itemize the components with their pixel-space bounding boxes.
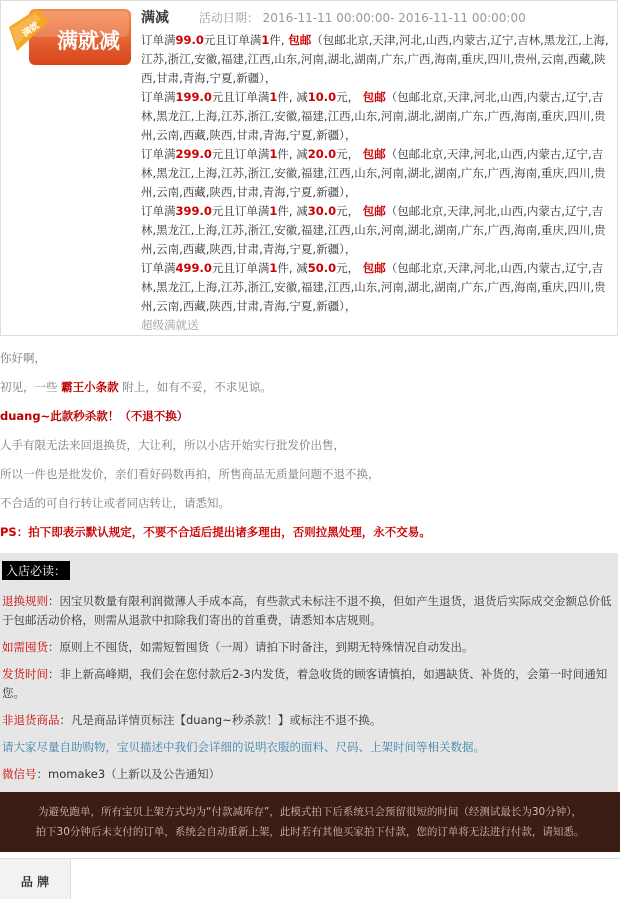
rule-count: 1 [269,261,278,275]
banner-line: 拍下30分钟后未支付的订单，系统会自动重新上架，此时若有其他买家拍下付款，您的订单将无法进行付款，请知悉。 [35,826,585,838]
rule-mid: 元且订单满 [211,147,270,161]
note-ps: PS：拍下即表示默认规定，不要不合适后提出诸多理由，否则拉黑处理，永不交易。 [0,525,431,539]
promo-rule [141,145,615,202]
promo-header [141,7,615,29]
row-text: ：原则上不囤货，如需短暂囤货（一周）请拍下时备注，到期无特殊情况自动发出。 [48,640,474,654]
rule-amount: 199.0 [175,90,212,104]
rule-free-shipping: 包邮 [362,261,386,275]
rule-count: 1 [269,90,278,104]
promo-rule [141,88,615,145]
row-label: 退换规则 [2,594,48,608]
rule-mid: 元且订单满 [211,204,270,218]
badge-text: 满就减 [57,29,120,53]
promo-title: 满减 [141,10,169,26]
spec-table [0,858,620,899]
full-reduction-badge-icon [7,7,133,73]
must-read-panel [0,553,618,792]
rule-regions: （包邮北京,天津,河北,山西,内蒙古,辽宁,吉林,黑龙江,上海,江苏,浙江,安徽,福建,江西,山东,河南,湖北,湖南,广东,广西,海南,重庆,四川,贵州,云南,西藏,陕西,甘肃,青海,宁夏,新疆）， [141,33,609,85]
rule-free-shipping: 包邮 [362,90,386,104]
note-intro-post: 附上，如有不妥，不求见谅。 [122,380,272,394]
wechat-text: ：momake3（上新以及公告通知） [36,767,221,781]
rule-post: 件, 减 [277,147,308,161]
rule-amount: 399.0 [175,204,212,218]
rule-amount: 299.0 [175,147,212,161]
rule-pre: 订单满 [141,33,176,47]
rule-discount: 30.0 [307,204,337,218]
rule-regions: （包邮北京,天津,河北,山西,内蒙古,辽宁,吉林,黑龙江,上海,江苏,浙江,安徽,福建,江西,山东,河南,湖北,湖南,广东,广西,海南,重庆,四川,贵州,云南,西藏,陕西,甘肃,青海,宁夏,新疆）， [141,204,606,256]
promo-rule [141,31,615,88]
rule-post: 件, 减 [277,90,308,104]
rule-discount-post: 元， [336,90,360,104]
row-label: 发货时间 [2,667,48,681]
shop-notes [0,336,620,547]
payment-notice-banner [0,792,620,852]
rule-pre: 订单满 [141,147,176,161]
promo-date-range: 2016-11-11 00:00:00- 2016-11-11 00:00:00 [262,11,526,25]
promo-rule [141,259,615,316]
note-line: 不合适的可自行转让或者同店转让，请悉知。 [0,496,230,510]
row-text: ：凡是商品详情页标注【duang~秒杀款！】或标注不退不换。 [59,713,382,727]
must-read-row [2,638,612,657]
promo-panel [0,0,618,336]
note-intro-pre: 初见，一些 [0,380,58,394]
promo-date-label: 活动日期： [198,11,259,25]
rule-mid: 元且订单满 [211,261,270,275]
note-line: 人手有限无法来回退换货，大让利，所以小店开始实行批发价出售， [0,438,345,452]
spec-brand-label: 品 牌 [0,859,71,899]
self-service-note: 请大家尽量自助购物，宝贝描述中我们会详细的说明衣服的面料、尺码、上架时间等相关数据。 [2,740,485,754]
row-label: 如需囤货 [2,640,48,654]
rule-post: 件, [269,33,289,47]
rule-mid: 元且订单满 [211,90,270,104]
rule-amount: 499.0 [175,261,212,275]
rule-count: 1 [261,33,270,47]
rule-free-shipping: 包邮 [362,204,386,218]
promo-rules [141,31,615,316]
promo-rule [141,202,615,259]
banner-line: 为避免跑单，所有宝贝上架方式均为“付款减库存”，此模式拍下后系统只会预留很短的时间（经测试最长为30分钟）， [38,806,582,818]
row-label: 非退货商品 [2,713,60,727]
rule-discount-post: 元， [336,204,360,218]
note-intro [0,373,620,402]
rule-count: 1 [269,204,278,218]
rule-regions: （包邮北京,天津,河北,山西,内蒙古,辽宁,吉林,黑龙江,上海,江苏,浙江,安徽,福建,江西,山东,河南,湖北,湖南,广东,广西,海南,重庆,四川,贵州,云南,西藏,陕西,甘肃,青海,宁夏,新疆）， [141,147,606,199]
rule-discount: 20.0 [307,147,337,161]
promo-footer-link[interactable]: 超级满就送 [141,318,199,332]
must-read-row [2,665,612,703]
must-read-row [2,592,612,630]
note-intro-brand: 霸王小条款 [61,380,119,394]
badge-ribbon-text: 满就 [20,20,42,40]
rule-regions: （包邮北京,天津,河北,山西,内蒙古,辽宁,吉林,黑龙江,上海,江苏,浙江,安徽,福建,江西,山东,河南,湖北,湖南,广东,广西,海南,重庆,四川,贵州,云南,西藏,陕西,甘肃,青海,宁夏,新疆）， [141,261,606,313]
promo-date [199,11,526,25]
rule-discount: 10.0 [307,90,337,104]
row-text: ：非上新高峰期，我们会在您付款后2-3内发货，着急收货的顾客请慎拍，如遇缺货、补货的，会第一时间通知您。 [2,667,608,700]
rule-free-shipping: 包邮 [288,33,312,47]
rule-post: 件, 减 [277,261,308,275]
wechat-row [2,765,612,784]
row-text: ：因宝贝数量有限利润微薄人手成本高，有些款式未标注不退不换，但如产生退货，退货后实际成交金额总价低于包邮活动价格，则需从退款中扣除我们寄出的首重费，请悉知本店规则。 [2,594,612,627]
rule-discount-post: 元， [336,147,360,161]
note-flash-sale: duang~此款秒杀款！（不退不换） [0,409,189,423]
must-read-row [2,711,612,730]
promo-body [141,7,615,334]
rule-free-shipping: 包邮 [362,147,386,161]
rule-pre: 订单满 [141,90,176,104]
rule-mid: 元且订单满 [203,33,262,47]
note-line: 所以一件也是批发价，亲们看好码数再拍，所售商品无质量问题不退不换， [0,467,380,481]
rule-amount: 99.0 [175,33,204,47]
wechat-label: 微信号 [2,767,37,781]
rule-discount: 50.0 [307,261,337,275]
rule-count: 1 [269,147,278,161]
rule-post: 件, 减 [277,204,308,218]
rule-pre: 订单满 [141,204,176,218]
rule-discount-post: 元， [336,261,360,275]
rule-pre: 订单满 [141,261,176,275]
rule-regions: （包邮北京,天津,河北,山西,内蒙古,辽宁,吉林,黑龙江,上海,江苏,浙江,安徽,福建,江西,山东,河南,湖北,湖南,广东,广西,海南,重庆,四川,贵州,云南,西藏,陕西,甘肃,青海,宁夏,新疆）， [141,90,606,142]
note-greeting: 你好啊， [0,351,46,365]
must-read-title: 入店必读： [2,561,70,580]
